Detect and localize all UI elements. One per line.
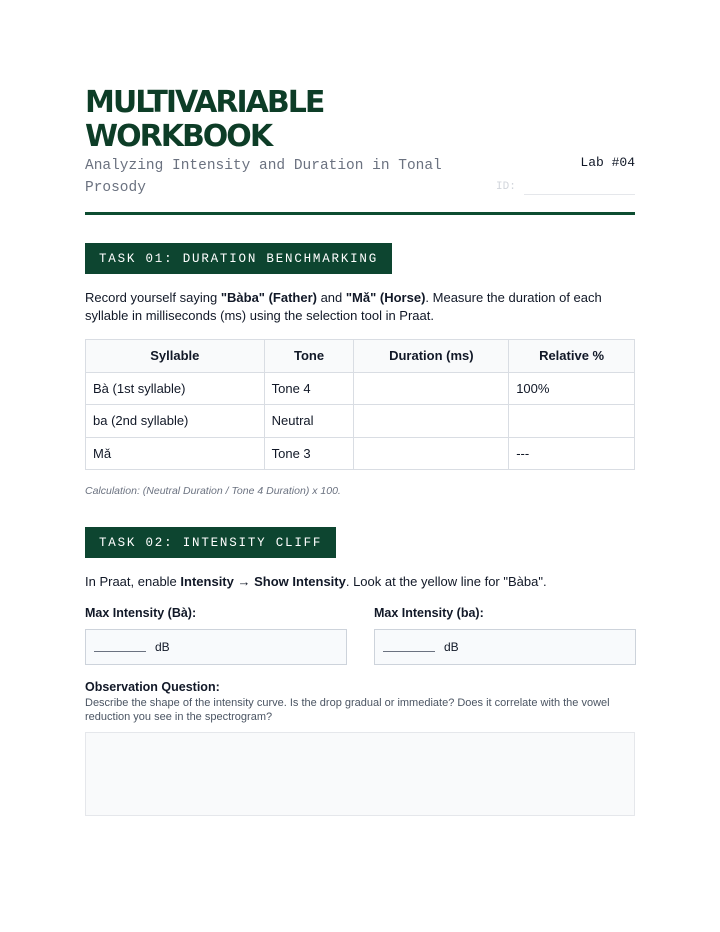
tone-cell: Tone 4 xyxy=(264,372,354,405)
task-01-banner: TASK 01: DURATION BENCHMARKING xyxy=(85,243,392,274)
task-02-instructions xyxy=(85,573,635,591)
relative-cell: 100% xyxy=(509,372,635,405)
task-01-instructions xyxy=(85,289,635,325)
column-header-duration: Duration (ms) xyxy=(354,340,509,373)
page-title xyxy=(85,86,323,154)
duration-cell[interactable] xyxy=(354,405,509,438)
task-01-text: Record yourself saying xyxy=(85,290,221,305)
title-line-2: WORKBOOK xyxy=(85,119,272,154)
observation-title: Observation Question: xyxy=(85,680,220,694)
answer-blank[interactable] xyxy=(94,642,146,652)
column-header-syllable: Syllable xyxy=(86,340,265,373)
relative-cell: --- xyxy=(509,437,635,470)
syllable-cell: Mǎ xyxy=(86,437,265,470)
intensity-menu-term: Intensity xyxy=(180,574,234,589)
observation-answer-box[interactable] xyxy=(85,732,635,816)
max-intensity-ba-neutral-label: Max Intensity (ba): xyxy=(374,606,484,620)
id-label: ID: xyxy=(496,181,516,193)
title-line-1: MULTIVARIABLE xyxy=(85,85,324,120)
page-subtitle: Analyzing Intensity and Duration in Tonal Prosody xyxy=(85,158,442,196)
column-header-tone: Tone xyxy=(264,340,354,373)
id-field[interactable] xyxy=(496,181,635,195)
baba-term: "Bàba" (Father) xyxy=(220,290,317,305)
duration-table xyxy=(85,339,635,470)
table-header-row xyxy=(86,340,635,373)
tone-cell: Neutral xyxy=(264,405,354,438)
unit-label: dB xyxy=(444,640,459,654)
lab-number: Lab #04 xyxy=(580,155,635,170)
show-intensity-term: Show Intensity xyxy=(254,574,346,589)
max-intensity-ba-neutral-field[interactable] xyxy=(374,629,636,665)
ma-term: "Mǎ" (Horse) xyxy=(345,290,426,305)
max-intensity-ba-tone4-field[interactable] xyxy=(85,629,347,665)
id-underline xyxy=(524,194,635,195)
column-header-relative: Relative % xyxy=(509,340,635,373)
tone-cell: Tone 3 xyxy=(264,437,354,470)
table-row xyxy=(86,405,635,438)
duration-cell[interactable] xyxy=(354,437,509,470)
max-intensity-ba-tone4-label: Max Intensity (Bà): xyxy=(85,606,197,620)
syllable-cell: Bà (1st syllable) xyxy=(86,372,265,405)
observation-description: Describe the shape of the intensity curve. Is the drop gradual or immediate? Does it correlate with the vowel reduction you see in the spectrogram? xyxy=(85,697,610,723)
task-02-banner: TASK 02: INTENSITY CLIFF xyxy=(85,527,336,558)
table-row xyxy=(86,372,635,405)
calculation-note: Calculation: (Neutral Duration / Tone 4 Duration) x 100. xyxy=(85,485,341,497)
syllable-cell: ba (2nd syllable) xyxy=(86,405,265,438)
task-02-text: . Look at the yellow line for "Bàba". xyxy=(345,574,547,589)
unit-label: dB xyxy=(155,640,170,654)
relative-cell[interactable] xyxy=(509,405,635,438)
duration-cell[interactable] xyxy=(354,372,509,405)
header-divider xyxy=(85,212,635,215)
task-02-text: In Praat, enable xyxy=(85,574,181,589)
task-01-text: . Measure the duration of each syllable in milliseconds (ms) using the selection tool in Praat. xyxy=(85,290,602,323)
task-01-text: and xyxy=(316,290,346,305)
arrow-glyph: → xyxy=(233,574,255,589)
answer-blank[interactable] xyxy=(383,642,435,652)
table-row xyxy=(86,437,635,470)
